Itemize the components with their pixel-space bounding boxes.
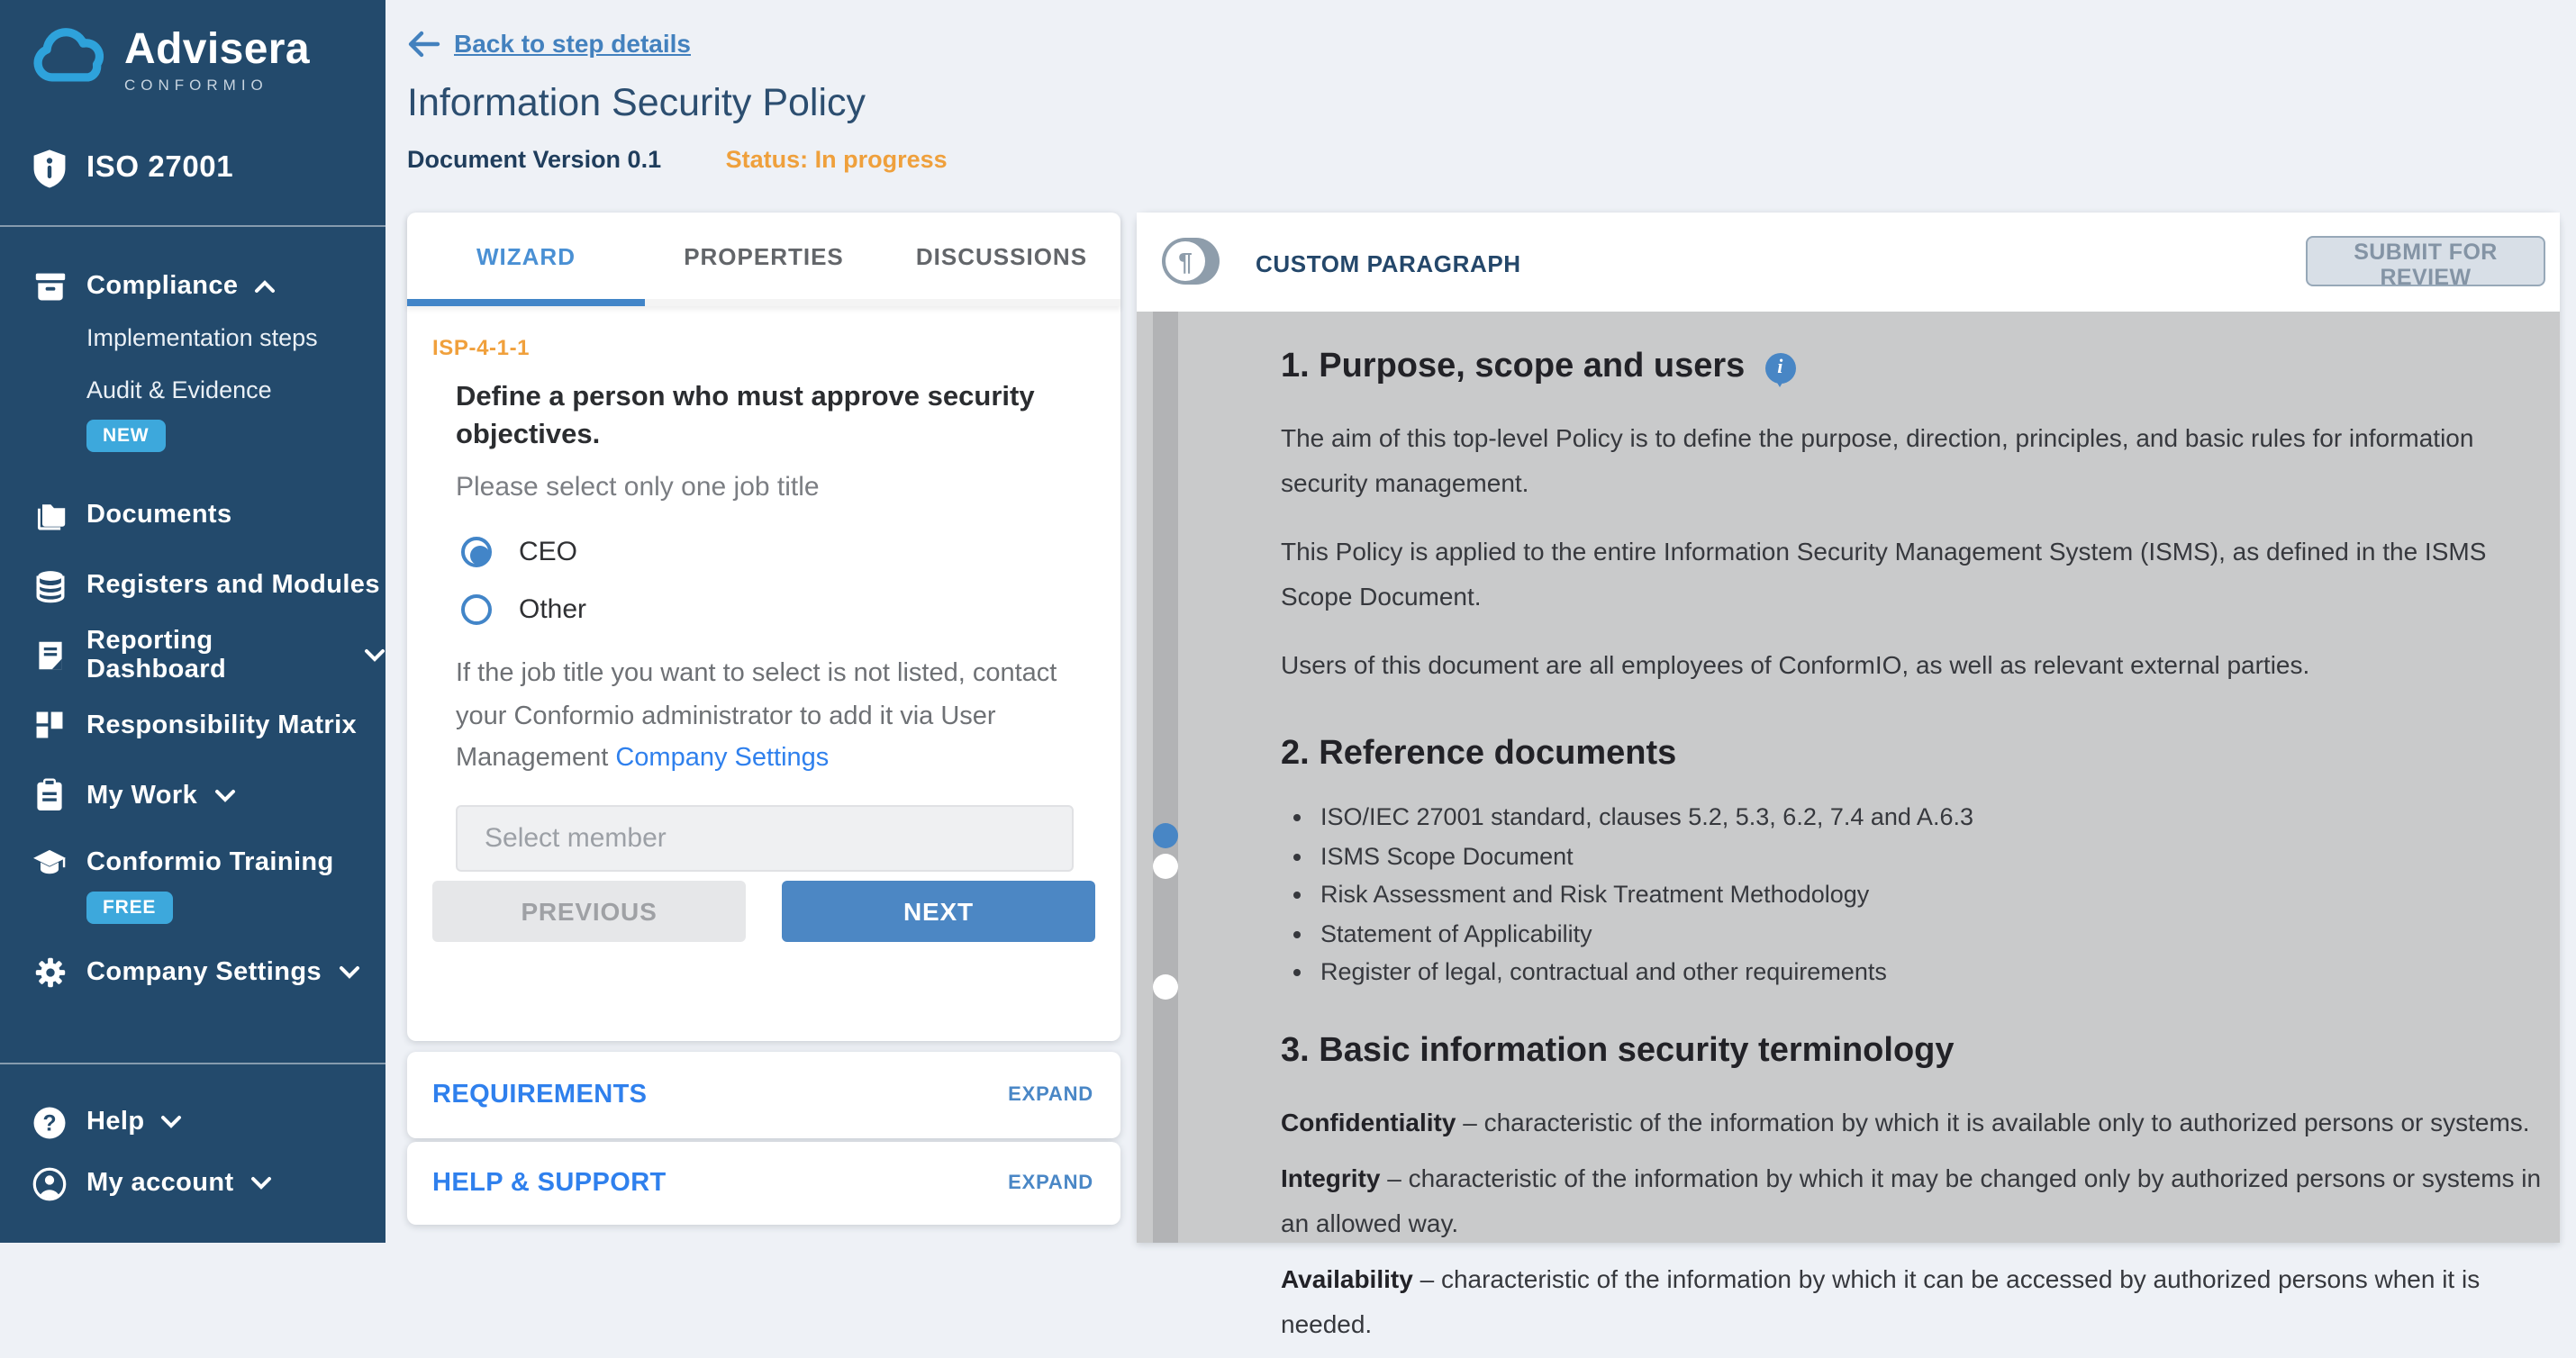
radio-option-ceo[interactable]: CEO [456,528,1095,576]
chevron-down-icon [160,1115,182,1129]
scroll-marker[interactable] [1153,854,1178,879]
custom-paragraph-toggle[interactable] [1162,238,1220,285]
next-button[interactable]: NEXT [782,881,1095,942]
doc-paragraph: This Policy is applied to the entire Information Security Management System (ISMS), as defined in the ISMS Scope Document. [1281,537,2487,611]
chevron-down-icon [364,647,385,662]
company-settings-link[interactable]: Company Settings [615,744,830,773]
requirements-expand-button[interactable]: EXPAND [1008,1084,1093,1106]
sidebar-divider [0,224,385,226]
standard-selector[interactable] [32,147,385,188]
doc-paragraph: The aim of this top-level Policy is to define the purpose, direction, principles, and basic rules for information security management. [1281,423,2474,497]
sidebar-footer-divider [0,1063,385,1064]
list-item: • Statement of Applicability [1320,919,2542,946]
folder-icon [32,496,67,532]
status-badge: Status: In progress [725,146,948,173]
wizard-hint: Please select only one job title [456,472,820,502]
select-member-input[interactable] [456,804,1074,871]
sidebar-item-registers-modules[interactable]: Registers and Modules [0,561,385,608]
free-badge: FREE [86,891,172,923]
clipboard-icon [32,777,67,813]
sidebar-item-audit-evidence[interactable]: Audit & Evidence [86,376,272,403]
advisera-logo[interactable] [0,0,385,93]
graduation-cap-icon [32,844,67,880]
archive-icon [32,267,67,303]
custom-paragraph-label: CUSTOM PARAGRAPH [1256,250,1521,277]
term-definition: Integrity – characteristic of the information by which it may be changed only by authorized persons or systems in an allowed way. [1281,1163,2542,1237]
help-icon [32,1104,67,1140]
preview-toolbar [1137,213,2560,312]
arrow-left-icon [407,30,440,57]
job-title-options [456,528,1095,634]
standard-label: ISO 27001 [86,150,234,183]
shield-icon [32,147,67,188]
help-support-title[interactable]: HELP & SUPPORT [432,1169,667,1198]
database-icon [32,566,67,602]
page-title: Information Security Policy [407,81,866,124]
document-content [1281,348,2542,1358]
chevron-down-icon [250,1176,272,1191]
chevron-down-icon [213,788,235,802]
sidebar-item-compliance[interactable]: Compliance [0,262,385,309]
product-name: CONFORMIO [124,76,268,94]
sidebar [0,0,385,1243]
gear-icon [32,954,67,990]
page-header [407,29,948,173]
report-icon [32,637,67,673]
requirements-title[interactable]: REQUIREMENTS [432,1081,648,1109]
cloud-logo-icon [29,29,112,86]
sidebar-item-conformio-training[interactable]: Conformio Training [0,838,385,885]
back-link[interactable]: Back to step details [407,29,948,58]
tab-bar [407,213,1120,306]
admin-note: If the job title you want to select is not listed, contact your Conformio administrator to add it via User Management Company Settings [456,659,1057,773]
sidebar-item-company-settings[interactable]: Company Settings [0,948,385,995]
doc-section-2-heading: 2. Reference documents [1281,735,1677,773]
new-badge: NEW [86,419,165,451]
requirements-section [407,1052,1120,1138]
sidebar-item-responsibility-matrix[interactable]: Responsibility Matrix [0,702,385,748]
wizard-card [407,213,1120,1041]
user-icon [32,1165,67,1201]
tab-wizard[interactable]: WIZARD [476,242,576,269]
list-item: • Register of legal, contractual and other requirements [1320,958,2542,985]
svg-text:?: ? [42,1110,57,1136]
info-icon[interactable]: i [1764,352,1795,383]
reference-documents-list [1281,803,2542,985]
wizard-question: Define a person who must approve security objectives. [456,382,1035,450]
doc-section-3-heading: 3. Basic information security terminology [1281,1032,1955,1070]
sidebar-item-help[interactable]: ? Help [0,1097,385,1147]
radio-option-other[interactable]: Other [456,585,1095,634]
scroll-marker[interactable] [1153,974,1178,1000]
chevron-up-icon [254,278,276,293]
tab-properties[interactable]: PROPERTIES [684,242,844,269]
document-version: Document Version 0.1 [407,146,662,173]
document-scroll-track[interactable] [1153,312,1178,1243]
step-code: ISP-4-1-1 [432,335,531,360]
sidebar-item-my-account[interactable]: My account [0,1158,385,1209]
sidebar-item-documents[interactable]: Documents [0,491,385,538]
term-definition: Confidentiality – characteristic of the information by which it is available only to authorized persons or systems. [1281,1108,2530,1136]
tab-discussions[interactable]: DISCUSSIONS [915,242,1088,269]
document-preview-panel [1137,213,2560,1338]
sidebar-nav [0,262,385,995]
sidebar-item-implementation-steps[interactable]: Implementation steps [86,324,318,351]
list-item: • ISO/IEC 27001 standard, clauses 5.2, 5.3, 6.2, 7.4 and A.6.3 [1320,803,2542,830]
term-definition: Availability – characteristic of the information by which it can be accessed by authorized persons when it is needed. [1281,1264,2481,1338]
chevron-down-icon [338,964,359,979]
help-support-expand-button[interactable]: EXPAND [1008,1172,1093,1194]
radio-selected-icon[interactable] [461,537,492,567]
submit-for-review-button[interactable]: SUBMIT FOR REVIEW [2306,236,2545,286]
grid-icon [32,707,67,743]
pilcrow-icon: ¶ [1166,241,1205,281]
sidebar-item-my-work[interactable]: My Work [0,772,385,819]
list-item: • Risk Assessment and Risk Treatment Methodology [1320,881,2542,908]
brand-name: Advisera [124,25,310,74]
previous-button[interactable]: PREVIOUS [432,881,746,942]
help-support-section [407,1142,1120,1225]
sidebar-footer [0,1063,385,1209]
active-tab-indicator [407,299,645,306]
list-item: • ISMS Scope Document [1320,842,2542,869]
doc-paragraph: Users of this document are all employees of ConformIO, as well as relevant external parties. [1281,650,2310,679]
doc-section-1-heading: 1. Purpose, scope and users i [1281,348,2542,387]
radio-unselected-icon[interactable] [461,594,492,625]
scroll-marker-active[interactable] [1153,823,1178,848]
document-viewer[interactable] [1137,312,2560,1338]
sidebar-item-reporting-dashboard[interactable]: Reporting Dashboard [0,631,385,678]
